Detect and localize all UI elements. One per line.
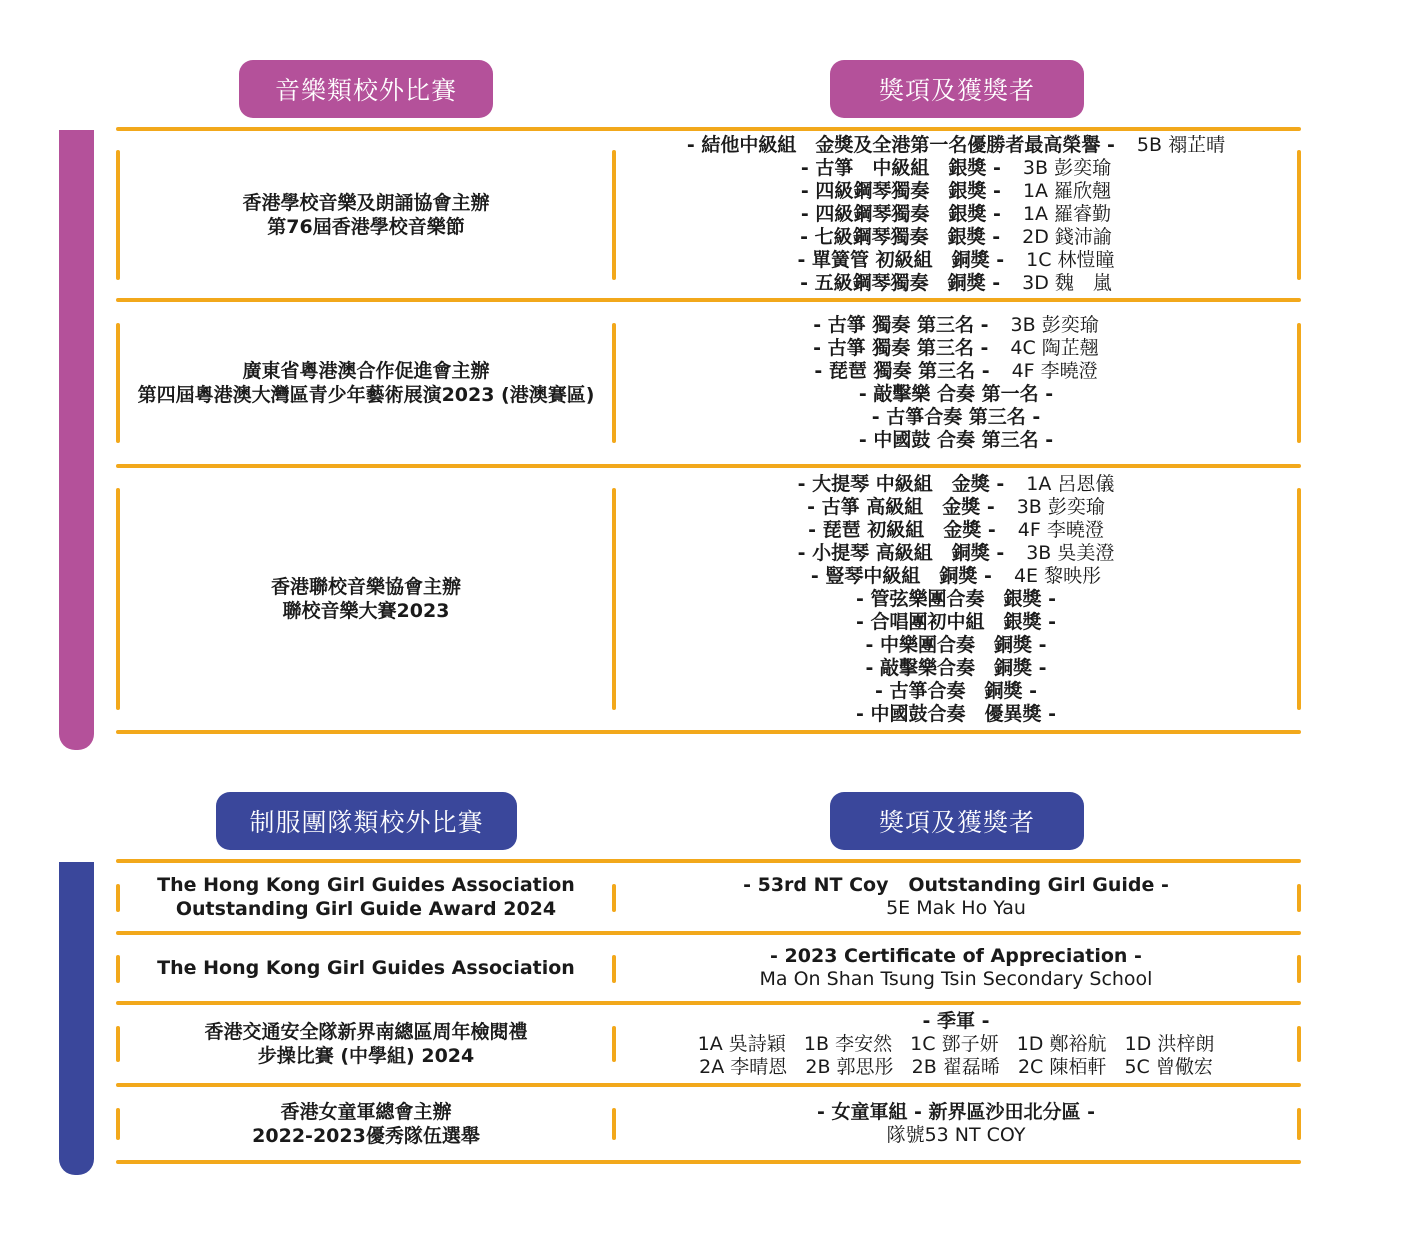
award-winner: 2D 錢沛諭 [1022, 226, 1112, 248]
award-winner: 3B 彭奕瑜 [1022, 157, 1112, 179]
award-entry [865, 634, 1046, 657]
award-winner: 4F 李曉澄 [1011, 360, 1098, 382]
competition-title: 第76屆香港學校音樂節 [267, 215, 465, 238]
music-competitions-header: 音樂類校外比賽 [239, 60, 493, 118]
award-name: - 敲擊樂合奏 銅獎 - [865, 656, 1047, 679]
competition-title: 步操比賽 (中學組) 2024 [257, 1045, 475, 1067]
award-list [616, 131, 1296, 298]
award-entry [856, 611, 1056, 634]
competition-organizer [120, 1005, 612, 1083]
award-name: - 豎琴中級組 銅獎 - [810, 564, 992, 587]
award-name: - 2023 Certificate of Appreciation - [770, 945, 1142, 967]
award-winner: 5B 禤芷晴 [1136, 134, 1226, 156]
award-list [616, 1087, 1296, 1160]
uniform-competitions-header: 制服團隊類校外比賽 [216, 792, 517, 850]
competition-organizer [120, 935, 612, 1001]
award-entry [798, 473, 1115, 496]
award-entry [813, 337, 1099, 360]
award-name: - 四級鋼琴獨奏 銀獎 - [800, 203, 1001, 225]
award-entry [808, 519, 1104, 542]
award-entry [814, 360, 1097, 383]
award-name: - 小提琴 高級組 銅獎 - [797, 541, 1005, 564]
award-winner: 3B 吳美澄 [1026, 541, 1115, 564]
award-entry [801, 180, 1111, 203]
organizer-line: 香港學校音樂及朗誦協會主辦 [242, 191, 490, 214]
music-sidebar-bar [59, 130, 94, 750]
award-winner: 隊號53 NT COY [886, 1123, 1026, 1146]
competition-title: 聯校音樂大賽2023 [282, 600, 450, 622]
award-entry [807, 496, 1105, 519]
organizer-line: The Hong Kong Girl Guides Association [157, 957, 575, 979]
divider-line [116, 1160, 1301, 1164]
column-tick [1297, 323, 1301, 443]
award-winner: 3D 魏 嵐 [1022, 272, 1112, 294]
uniform-sidebar-bar [59, 862, 94, 1175]
organizer-line: 香港女童軍總會主辦 [280, 1100, 452, 1123]
column-tick [1297, 884, 1301, 912]
award-list [616, 1005, 1296, 1083]
award-name: - 敲擊樂 合奏 第一名 - [858, 383, 1054, 405]
award-winner: 4C 陶芷翹 [1010, 337, 1099, 359]
award-name: - 單簧管 初級組 銅獎 - [797, 249, 1005, 271]
award-winner: 1A 羅欣翹 [1022, 180, 1112, 202]
award-name: - 53rd NT Coy Outstanding Girl Guide - [743, 874, 1169, 896]
competition-organizer [120, 302, 612, 464]
award-entry [797, 249, 1114, 272]
award-name: - 合唱團初中組 銀獎 - [855, 610, 1056, 633]
award-name: - 古箏 高級組 金獎 - [807, 495, 995, 518]
award-name: - 四級鋼琴獨奏 銀獎 - [800, 180, 1001, 202]
award-name: - 五級鋼琴獨奏 銅獎 - [800, 272, 1001, 294]
award-winner: Ma On Shan Tsung Tsin Secondary School [759, 968, 1153, 990]
award-name: - 季軍 - [922, 1009, 990, 1032]
column-tick [1297, 955, 1301, 983]
award-list [616, 863, 1296, 931]
award-winner: 1A 吳詩穎 1B 李安然 1C 鄧子妍 1D 鄭裕航 1D 洪梓朗 [697, 1032, 1215, 1055]
organizer-line: 廣東省粵港澳合作促進會主辦 [242, 360, 490, 382]
award-winner: 4E 黎映彤 [1013, 564, 1102, 587]
award-name: - 古箏合奏 銅獎 - [874, 679, 1037, 702]
award-entry [687, 134, 1225, 157]
organizer-line: The Hong Kong Girl Guides Association [157, 874, 575, 896]
award-list [616, 468, 1296, 730]
award-winner: 1A 羅睿勤 [1022, 203, 1112, 225]
award-entry [813, 314, 1098, 337]
uniform-awards-header: 獎項及獲獎者 [830, 792, 1084, 850]
award-entry [800, 226, 1112, 249]
award-name: - 結他中級組 金獎及全港第一名優勝者最高榮譽 - [686, 134, 1115, 156]
award-entry [865, 657, 1046, 680]
music-awards-header: 獎項及獲獎者 [830, 60, 1084, 118]
award-entry [872, 406, 1041, 429]
divider-line [116, 730, 1301, 734]
award-entry [875, 680, 1037, 703]
award-entry [801, 157, 1111, 180]
award-list [616, 935, 1296, 1001]
award-name: - 琵琶 初級組 金獎 - [808, 518, 996, 541]
award-winner: 5E Mak Ho Yau [886, 897, 1026, 919]
award-name: - 大提琴 中級組 金獎 - [797, 472, 1005, 495]
column-tick [1297, 150, 1301, 280]
award-entry [856, 703, 1056, 726]
award-entry [801, 203, 1111, 226]
award-winner: 2A 李晴恩 2B 郭思彤 2B 翟磊晞 2C 陳栢軒 5C 曾儆宏 [699, 1055, 1213, 1078]
organizer-line: 香港交通安全隊新界南總區周年檢閱禮 [204, 1021, 528, 1043]
award-entry [798, 542, 1115, 565]
award-entry [800, 272, 1112, 295]
competition-organizer [120, 468, 612, 730]
award-winner: 3B 彭奕瑜 [1010, 314, 1099, 336]
award-entry [859, 429, 1053, 452]
award-name: - 琵琶 獨奏 第三名 - [814, 360, 990, 382]
award-name: - 中樂團合奏 銅獎 - [865, 633, 1047, 656]
competition-title: Outstanding Girl Guide Award 2024 [175, 898, 557, 920]
award-name: - 中國鼓 合奏 第三名 - [858, 429, 1054, 451]
organizer-line: 香港聯校音樂協會主辦 [270, 576, 461, 598]
award-name: - 古箏 中級組 銀獎 - [800, 157, 1001, 179]
award-name: - 七級鋼琴獨奏 銀獎 - [800, 226, 1001, 248]
award-name: - 管弦樂團合奏 銀獎 - [855, 587, 1056, 610]
competition-organizer [120, 1087, 612, 1160]
award-name: - 古箏合奏 第三名 - [871, 406, 1041, 428]
competition-title: 2022-2023優秀隊伍選舉 [252, 1124, 480, 1147]
award-name: - 古箏 獨奏 第三名 - [813, 337, 989, 359]
competition-title: 第四屆粵港澳大灣區青少年藝術展演2023 (港澳賽區) [137, 384, 595, 406]
award-list [616, 302, 1296, 464]
award-winner: 1C 林愷瞳 [1026, 249, 1115, 271]
competition-organizer [120, 863, 612, 931]
award-winner: 1A 呂恩儀 [1026, 472, 1115, 495]
column-tick [1297, 488, 1301, 710]
award-winner: 4F 李曉澄 [1017, 518, 1104, 541]
column-tick [1297, 1108, 1301, 1140]
competition-organizer [120, 131, 612, 298]
award-name: - 古箏 獨奏 第三名 - [813, 314, 989, 336]
award-name: - 中國鼓合奏 優異獎 - [855, 702, 1056, 725]
award-name: - 女童軍組 - 新界區沙田北分區 - [816, 1100, 1096, 1123]
award-entry [859, 383, 1053, 406]
column-tick [1297, 1026, 1301, 1062]
award-entry [856, 588, 1056, 611]
award-entry [811, 565, 1101, 588]
award-winner: 3B 彭奕瑜 [1016, 495, 1105, 518]
